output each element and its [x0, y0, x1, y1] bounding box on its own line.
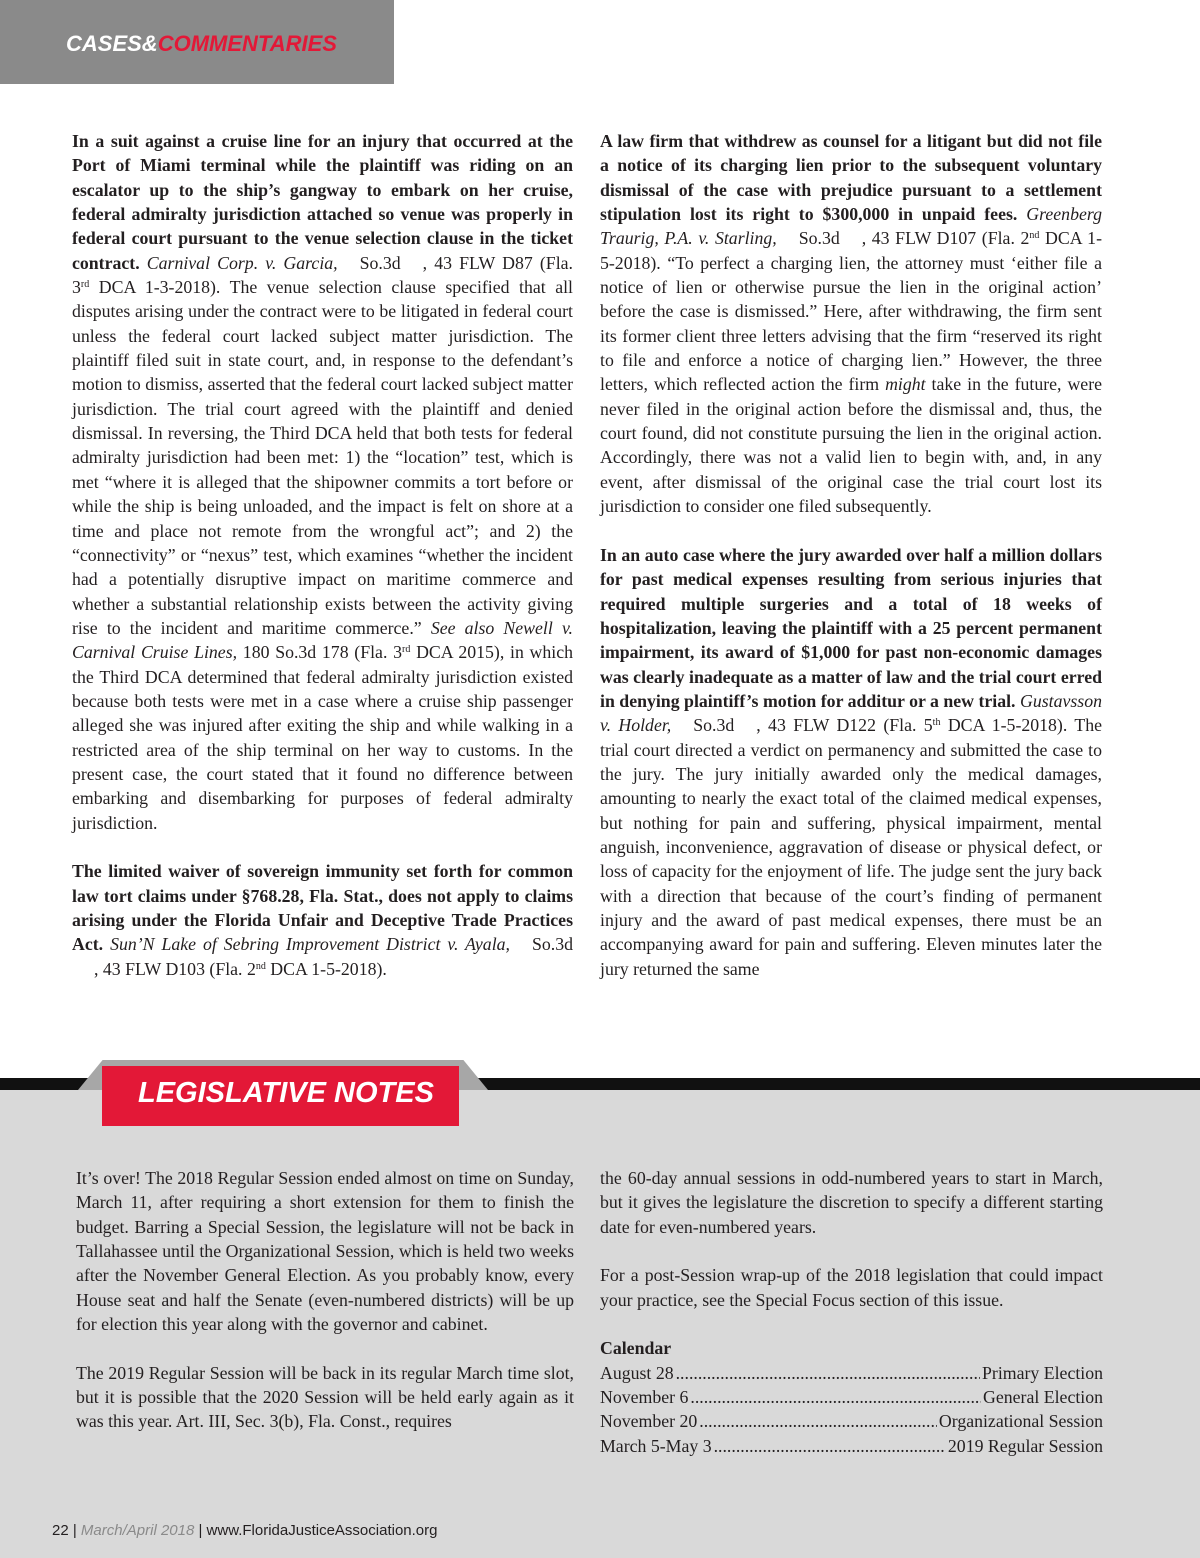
- case-citation-ordinal: nd: [255, 960, 266, 972]
- issue-date: March/April 2018: [80, 1522, 195, 1539]
- section-title-part2: COMMENTARIES: [157, 31, 337, 56]
- case-summary: The limited waiver of sovereign immunity set forth for common law tort claims under §768.28, Fla. Stat., does not apply to claims arising under the Florida Unfair and Deceptive Trade Practices Act.: [72, 861, 573, 955]
- legislative-paragraph: It’s over! The 2018 Regular Session ended almost on time on Sunday, March 11, after requiring a short extension for them to finish the budget. Barring a Special Session, the legislature will not be back in Tallahassee until the Organizational Session, which is held two weeks after the November General Election. As you probably know, every House seat and half the Senate (even-numbered districts) will be up for election this year along with the governor and cabinet.: [76, 1168, 574, 1335]
- legislative-notes-title: LEGISLATIVE NOTES: [138, 1077, 434, 1109]
- case-citation-ordinal: rd: [80, 279, 90, 291]
- section-header-tab: [0, 0, 394, 84]
- legislative-column-right: [600, 1166, 1103, 1458]
- case-body-emphasis: might: [885, 374, 926, 395]
- legislative-column-left: [76, 1166, 574, 1434]
- case-entry-gustavsson: [600, 543, 1102, 981]
- section-title-part1: CASES&: [66, 31, 158, 56]
- case-citation-name: Gustavsson v. Holder,: [600, 690, 1102, 736]
- case-body: The trial court directed a verdict on permanency and submitted the case to the jury. The jury initially awarded only the medical damages, amounting to nearly the exact total of the claimed medical expenses, but nothing for pain and suffering, physical impairment, mental anguish, inconvenience, aggravation of disease or physical defect, or loss of capacity for the enjoyment of life. The judge sent the jury back with a direction that because of the court’s finding of permanent injury and the award of past medical expenses, there must be an accompanying award for pain and suffering. Eleven minutes later the jury returned the same: [600, 715, 1102, 979]
- calendar-row: [600, 1385, 1103, 1409]
- legislative-notes-banner: [102, 1066, 459, 1126]
- case-body-cite: 180 So.3d 178 (Fla. 3: [237, 642, 403, 663]
- case-citation-detail: , 43 FLW D87 (Fla. 3: [72, 252, 573, 298]
- legislative-paragraph: The 2019 Regular Session will be back in its regular March time slot, but it is possible that the 2020 Session will be held early again as it was this year. Art. III, Sec. 3(b), Fla. Const., requires: [76, 1362, 574, 1432]
- page-number: 22: [52, 1522, 69, 1539]
- case-citation-ordinal: nd: [1029, 230, 1040, 242]
- case-citation-ordinal: th: [932, 717, 941, 729]
- case-citation-detail: , 43 FLW D107 (Fla. 2: [861, 228, 1030, 249]
- section-title: [66, 31, 337, 57]
- case-body-ordinal: rd: [402, 644, 411, 656]
- calendar-event: 2019 Regular Session: [947, 1435, 1103, 1456]
- cases-column-right: [600, 129, 1102, 981]
- case-entry-greenberg: [600, 129, 1102, 519]
- case-citation-court: DCA 1-3-2018).: [89, 277, 221, 298]
- case-summary: A law firm that withdrew as counsel for a litigant but did not file a notice of its charging lien prior to the subsequent voluntary dismissal of the case with prejudice pursuant to a settlement stipulation lost its right to $300,000 in unpaid fees.: [600, 131, 1102, 225]
- case-citation-reporter: So.3d: [693, 715, 735, 736]
- calendar-row: [600, 1409, 1103, 1433]
- calendar-event: Primary Election: [982, 1362, 1103, 1383]
- case-citation-detail: , 43 FLW D122 (Fla. 5: [756, 715, 933, 736]
- case-citation-reporter: So.3d: [798, 228, 840, 249]
- case-citation-detail: , 43 FLW D103 (Fla. 2: [94, 958, 256, 979]
- calendar-date: November 20: [600, 1411, 698, 1432]
- case-entry-sunnlake: [72, 859, 573, 981]
- calendar-heading: Calendar: [600, 1338, 672, 1359]
- case-see-also: See also Newell v. Carnival Cruise Lines,: [72, 617, 573, 663]
- legislative-paragraph: For a post-Session wrap-up of the 2018 legislation that could impact your practice, see the Special Focus section of this issue.: [600, 1265, 1103, 1310]
- case-citation-name: Carnival Corp. v. Garcia,: [146, 252, 338, 273]
- cases-column-left: [72, 129, 573, 981]
- calendar-date: August 28: [600, 1362, 674, 1383]
- case-body: The venue selection clause specified that all disputes arising under the contract were to be litigated in federal court unless the federal court lacked subject matter jurisdiction. The plaintiff filed suit in state court, and, in response to the defendant’s motion to dismiss, asserted that the federal court lacked subject matter jurisdiction. The trial court agreed with the plaintiff and denied dismissal. In reversing, the Third DCA held that both tests for federal admiralty jurisdiction had been met: 1) the “location” test, which is met “where it is alleged that the shipowner commits a tort before or while the ship is being unloaded, and the impact is felt on shore at a time and place not remote from the wrongful act”; and 2) the “connectivity” or “nexus” test, which examines “whether the incident had a potentially disruptive impact on maritime commerce and whether a substantial relationship exists between the activity giving rise to the incident and maritime commerce.”: [72, 277, 573, 638]
- case-citation-reporter: So.3d: [531, 934, 573, 955]
- page-footer: 22 | March/April 2018 | www.FloridaJusticeAssociation.org: [52, 1522, 438, 1539]
- case-entry-carnival: [72, 129, 573, 835]
- case-citation-court: DCA 1-5-2018).: [265, 958, 387, 979]
- calendar-event: Organizational Session: [938, 1411, 1103, 1432]
- calendar-row: [600, 1361, 1103, 1385]
- website-link[interactable]: www.FloridaJusticeAssociation.org: [206, 1522, 438, 1539]
- case-summary: In a suit against a cruise line for an injury that occurred at the Port of Miami terminal while the plaintiff was riding on an escalator up to the ship’s gangway to embark on her cruise, federal admiralty jurisdiction attached so venue was properly in federal court pursuant to the venue selection clause in the ticket contract.: [72, 131, 573, 273]
- case-body-continued: DCA 2015), in which the Third DCA determined that federal admiralty jurisdiction existed because both tests were met in a case where a cruise ship passenger alleged she was injured after exiting the ship and while walking in a restricted area of the ship terminal on her way to customs. In the present case, the court stated that it found no difference between embarking and disembarking for purposes of federal admiralty jurisdiction.: [72, 642, 574, 833]
- calendar-event: General Election: [983, 1387, 1103, 1408]
- calendar: [600, 1336, 1103, 1360]
- case-citation-reporter: So.3d: [359, 252, 401, 273]
- case-body-continued: take in the future, were never filed in the original action before the dismissal and, thus, the court found, did not constitute pursuing the lien in the original action. Accordingly, there was not a valid lien to begin with, and, in any event, after dismissal of the original case the trial court lost its jurisdiction to consider one filed subsequently.: [600, 374, 1103, 517]
- calendar-date: March 5-May 3: [600, 1435, 712, 1456]
- case-citation-court: DCA 1-5-2018).: [940, 715, 1068, 736]
- case-citation-name: Greenberg Traurig, P.A. v. Starling,: [600, 204, 1103, 249]
- case-body: “To perfect a charging lien, the attorney must ‘either file a notice of lien or otherwise pursue the lien in the original action’ before the case is dismissed.” Here, after withdrawing, the firm sent its former client three letters advising that the firm “reserved its right to file and enforce a notice of charging lien.” However, the three letters, which reflected action the firm: [600, 252, 1103, 395]
- legislative-paragraph-continued: the 60-day annual sessions in odd-numbered years to start in March, but it gives the legislature the discretion to specify a different starting date for even-numbered years.: [600, 1168, 1103, 1237]
- case-citation-court: DCA 1-5-2018).: [600, 228, 1102, 273]
- calendar-list: [600, 1361, 1103, 1458]
- case-citation-name: Sun’N Lake of Sebring Improvement District v. Ayala,: [110, 934, 510, 955]
- calendar-row: [600, 1434, 1103, 1458]
- case-summary: In an auto case where the jury awarded over half a million dollars for past medical expenses resulting from serious injuries that required multiple surgeries and a total of 18 weeks of hospitalization, leaving the plaintiff with a 25 percent permanent impairment, its award of $1,000 for past non-economic damages was clearly inadequate as a matter of law and the trial court erred in denying plaintiff’s motion for additur or a new trial.: [600, 544, 1102, 711]
- calendar-date: November 6: [600, 1387, 689, 1408]
